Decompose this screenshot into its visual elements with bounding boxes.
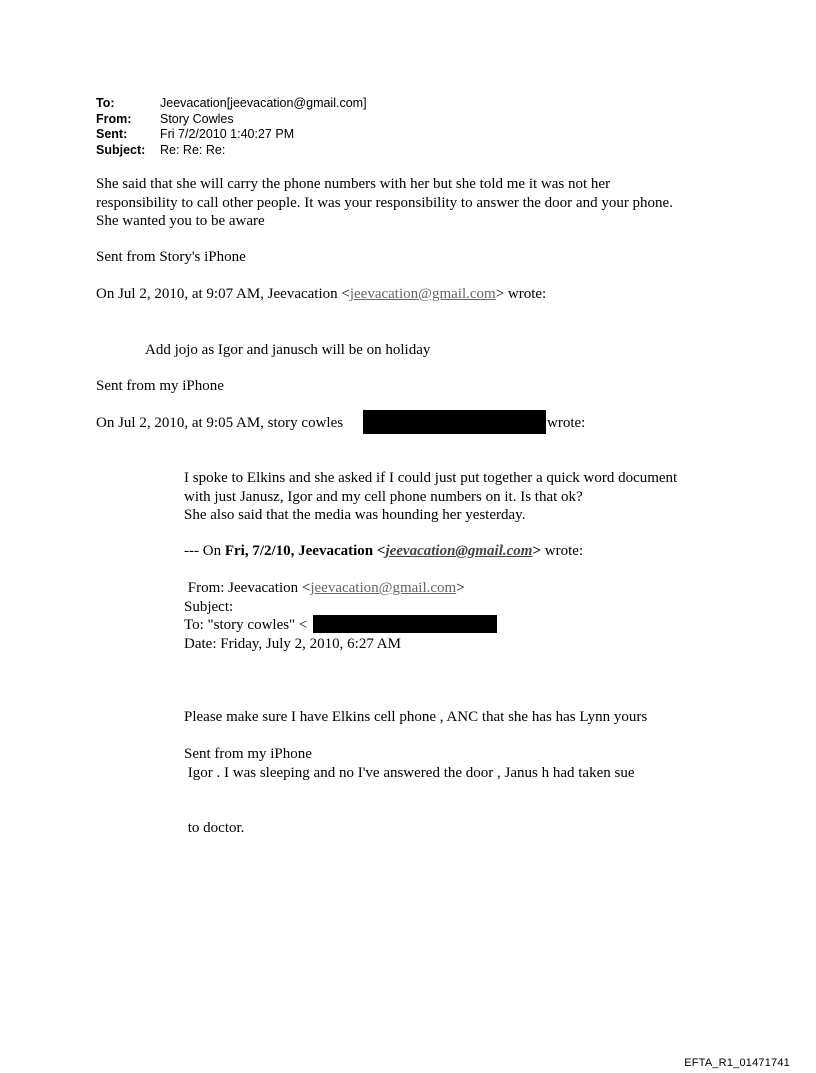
header-from-row — [96, 112, 367, 128]
email-link[interactable]: jeevacation@gmail.com — [385, 543, 533, 559]
forward-date: Date: Friday, July 2, 2010, 6:27 AM — [184, 635, 401, 652]
from-label: From: — [96, 111, 132, 126]
email-header — [96, 96, 367, 158]
quote-header-prefix: On Jul 2, 2010, at 9:07 AM, Jeevacation < — [96, 286, 350, 302]
quote-header-2 — [96, 414, 343, 433]
header-subject-row — [96, 143, 367, 159]
subject-value: Re: Re: Re: — [160, 142, 226, 157]
sent-label: Sent: — [96, 127, 128, 141]
body-line: She wanted you to be aware — [96, 213, 265, 229]
from-value: Story Cowles — [160, 111, 234, 126]
quote-header-suffix: wrote: — [547, 415, 586, 431]
body-line: She also said that the media was hounding her yesterday. — [184, 507, 526, 523]
body-line: with just Janusz, Igor and my cell phone numbers on it. Is that ok? — [184, 488, 583, 505]
redaction-box — [363, 410, 546, 434]
quote-header-1 — [96, 285, 546, 304]
quote-header-bold-end: > — [532, 543, 542, 559]
quote-header-bold: Fri, 7/2/10, Jeevacation < — [224, 543, 386, 559]
header-to-row — [96, 96, 367, 112]
sent-value: Fri 7/2/2010 1:40:27 PM — [160, 127, 295, 141]
to-label: To: — [96, 96, 115, 110]
forward-from-suffix: > — [456, 580, 465, 596]
original-message — [184, 671, 647, 875]
quoted-message-jojo: Add jojo as Igor and janusch will be on holiday — [145, 342, 431, 358]
signature-iphone: Sent from my iPhone — [96, 378, 224, 394]
quote-header-suffix: > wrote: — [495, 286, 547, 302]
forward-from — [184, 579, 465, 598]
forward-from-prefix: From: Jeevacation < — [184, 580, 311, 596]
quote-header-prefix: --- On — [184, 543, 225, 559]
subject-label: Subject: — [96, 142, 146, 157]
forward-subject: Subject: — [184, 598, 234, 615]
email-link[interactable]: jeevacation@gmail.com — [310, 580, 457, 596]
body-line: She said that she will carry the phone numbers with her but she told me it was not her — [96, 176, 611, 192]
quote-header-suffix: wrote: — [541, 543, 584, 559]
email-link[interactable]: jeevacation@gmail.com — [349, 286, 496, 302]
quote-header-3 — [184, 542, 583, 561]
body-line: to doctor. — [184, 820, 245, 836]
body-line: Igor . I was sleeping and no I've answered the door , Janus h had taken sue — [184, 764, 635, 781]
body-line: I spoke to Elkins and she asked if I could just put together a quick word document — [184, 470, 678, 486]
body-line: Please make sure I have Elkins cell phone , ANC that she has has Lynn yours — [184, 709, 648, 725]
to-value: Jeevacation[jeevacation@gmail.com] — [160, 96, 367, 110]
document-id: EFTA_R1_01471741 — [684, 1057, 790, 1069]
signature-iphone: Sent from my iPhone — [184, 746, 312, 762]
header-sent-row — [96, 127, 367, 143]
quoted-message-elkins — [184, 469, 677, 525]
body-line: responsibility to call other people. It was your responsibility to answer the door and your phone. — [96, 194, 673, 211]
signature-story: Sent from Story's iPhone — [96, 249, 246, 265]
reply-paragraph — [96, 175, 673, 231]
forward-to-text: To: "story cowles" < — [184, 617, 308, 633]
redaction-box — [313, 615, 497, 633]
quote-header-prefix: On Jul 2, 2010, at 9:05 AM, story cowles — [96, 415, 344, 431]
